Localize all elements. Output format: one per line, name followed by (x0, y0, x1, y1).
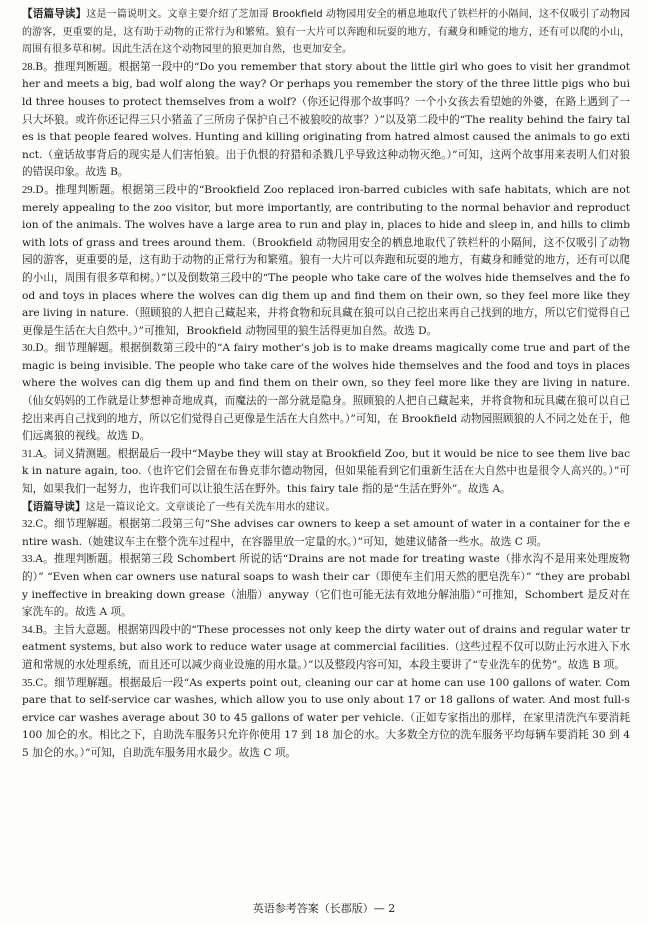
passage1-guide (22, 6, 630, 59)
question-number: 34. (22, 624, 36, 636)
answer-item (22, 182, 630, 340)
answer-text: B。主旨大意题。根据第四段中的“These processes not only keep the dirty water out of drains and regular water treatment systems, but also work to reduce water usage at commercial facilities.（这些过程不仅可以防止污水进入下水道和常规的水处理系统，而且还可以减少商业设施的用水量。）”以及整段内容可知，本段主要讲了“专业洗车的优势”。故选 B 项。 (22, 623, 630, 671)
answer-text: B。推理判断题。根据第一段中的“Do you remember that story about the little girl who goes to visit her grandmother and meets a big, bad wolf along the way? Or perhaps you remember the story of the three little pigs who build three houses to protect themselves from a wolf?（你还记得那个故事吗？一个小女孩去看望她的外婆，在路上遇到了一只大坏狼。或许你还记得三只小猪盖了三所房子保护自己不被狼咬的故事？）”以及第二段中的“The reality behind the fairy tales is that people feared wolves. Hunting and killing originating from hatred almost caused the animals to go extinct.（童话故事背后的现实是人们害怕狼。出于仇恨的狩猎和杀戮几乎导致这种动物灭绝。）”可知，这两个故事用来表明人们对狼的错误印象。故选 B。 (22, 60, 630, 179)
answer-item (22, 516, 630, 551)
answer-item (22, 59, 630, 182)
answer-text: A。词义猜测题。根据最后一段中“Maybe they will stay at Brookfield Zoo, but it would be nice to see them live back in nature again, too.（也许它们会留在布鲁克菲尔德动物园，但如果能看到它们重新生活在大自然中也是很令人高兴的。）”可知，如果我们一起努力，也许我们可以让狼生活在野外。this fairy tale 指的是“生活在野外”。故选 A。 (22, 447, 630, 496)
question-list-1 (22, 59, 630, 499)
answer-item (22, 551, 630, 621)
answer-text: D。推理判断题。根据第三段中的“Brookfield Zoo replaced iron-barred cubicles with safe habitats, which are not merely appealing to the zoo visitor, but more importantly, are contributing to the normal behavior and reproduction of the animals. The wolves have a large area to run and play in, places to hide and sleep in, and hills to climb with lots of grass and trees around them.（Brookfield 动物园用安全的栖息地取代了铁栏杆的小隔间，这不仅吸引了动物园的游客，更重要的是，这有助于动物的正常行为和繁殖。狼有一大片可以奔跑和玩耍的地方，有藏身和睡觉的地方，还有可以爬的小山，周围有很多草和树。）”以及倒数第三段中的“The people who take care of the wolves hide themselves and the food and toys in places where the wolves can dig them up and find them on their own, so they feel more like they are living in nature.（照顾狼的人把自己藏起来，并将食物和玩具藏在狼可以自己挖出来再自己找到的地方，所以它们觉得自己更像是生活在大自然中。）”可推知，Brookfield 动物园里的狼生活得更加自然。故选 D。 (22, 183, 630, 337)
passage2-guide (22, 499, 630, 517)
answer-item (22, 675, 630, 763)
page-footer: 英语参考答案（长郡版）— 2 (252, 902, 396, 915)
guide-label: 【语篇导读】 (22, 8, 87, 20)
question-list-2 (22, 516, 630, 762)
answer-text: D。细节理解题。根据倒数第三段中的“A fairy mother’s job is to make dreams magically come true and part of the magic is being invisible. The people who take care of the wolves hide themselves and the food and toys in places where the wolves can dig them up and find them on their own, so they feel more like they are living in nature.（仙女妈妈的工作就是让梦想神奇地成真，而魔法的一部分就是隐身。照顾狼的人把自己藏起来，并将食物和玩具藏在狼可以自己挖出来再自己找到的地方，所以它们觉得自己更像是生活在大自然中。）”可知，在 Brookfield 动物园照顾狼的人不同之处在于，他们远离狼的视线。故选 D。 (22, 342, 630, 443)
question-number: 29. (22, 184, 36, 196)
answer-text: A。推理判断题。根据第三段 Schombert 所说的话“Drains are not made for treating waste（排水沟不是用来处理废物的）” “Even when car owners use natural soaps to wash their car（即使车主们用天然的肥皂洗车）” “they are probably ineffective in breaking down grease（油脂）anyway（它们也可能无法有效地分解油脂）”可推知，Schombert 是反对在家洗车的。故选 A 项。 (22, 553, 630, 619)
guide-text: 这是一篇议论文。文章谈论了一些有关洗车用水的建议。 (85, 501, 336, 513)
answer-item (22, 340, 630, 446)
question-number: 32. (22, 519, 36, 531)
guide-label: 【语篇导读】 (22, 500, 86, 513)
answer-item (22, 446, 630, 499)
question-number: 33. (22, 554, 36, 566)
answer-text: C。细节理解题。根据第二段第三句“She advises car owners to keep a set amount of water in a container for the entire wash.（她建议车主在整个洗车过程中，在容器里放一定量的水。）”可知，她建议储备一些水。故选 C 项。 (22, 518, 630, 548)
question-number: 28. (22, 61, 36, 73)
answer-item (22, 622, 630, 675)
answer-text: C。细节理解题。根据最后一段“As experts point out, cleaning our car at home can use 100 gallons of water. Compare that to self-service car washes, which allow you to use only about 17 or 18 gallons of water. And most full-service car washes average about 30 to 45 gallons of water per vehicle.（正如专家指出的那样，在家里清洗汽车要消耗 100 加仑的水。相比之下，自助洗车服务只允许你使用 17 到 18 加仑的水。大多数全方位的洗车服务平均每辆车要消耗 30 到 45 加仑的水。）”可知，自助洗车服务用水最少。故选 C 项。 (22, 676, 630, 759)
question-number: 30. (22, 343, 36, 355)
question-number: 31. (22, 448, 36, 460)
guide-text: 这是一篇说明文。文章主要介绍了芝加哥 Brookfield 动物园用安全的栖息地取代了铁栏杆的小隔间，这不仅吸引了动物园的游客，更重要的是，这有助于动物的正常行为和繁殖。狼有一大片可以奔跑和玩耍的地方，有藏身和睡觉的地方，还有可以爬的小山，周围有很多草和树。因此生活在这个动物园里的狼更加自然，也更加安全。 (22, 9, 630, 56)
question-number: 35. (22, 677, 36, 689)
